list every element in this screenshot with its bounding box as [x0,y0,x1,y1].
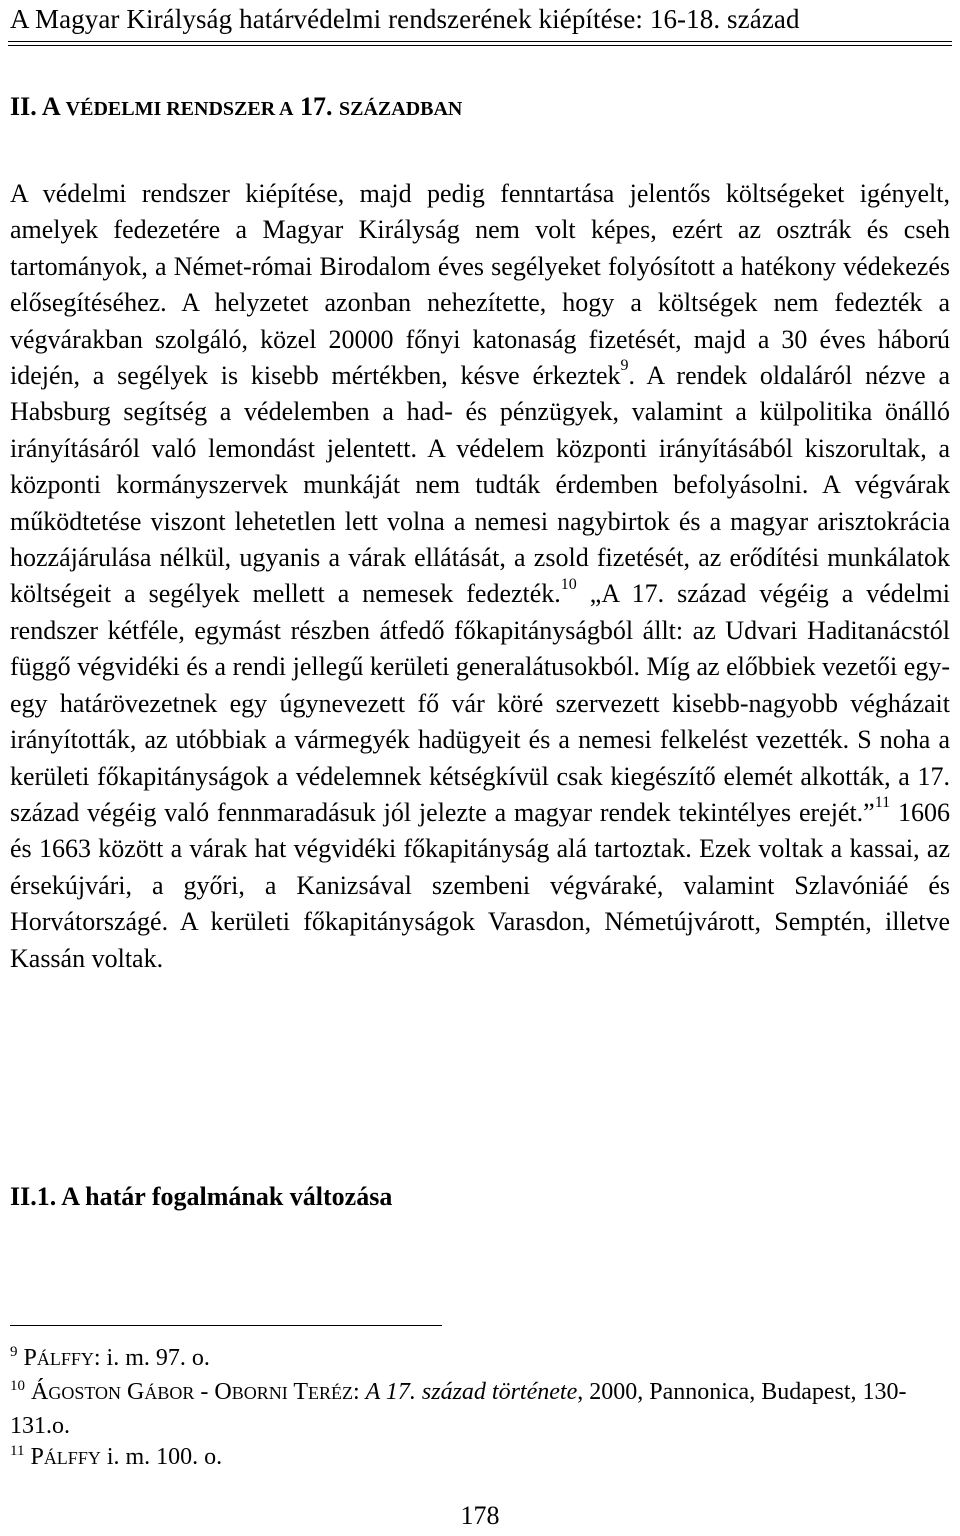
header-rule [8,41,952,42]
footnote-book-title: A 17. század története [365,1379,578,1405]
footnote-author-rest: ÁLFFY [43,1448,101,1468]
footnote-text: : i. m. 97. o. [93,1345,210,1371]
footnote-11 [10,1442,950,1476]
footnote-number: 10 [10,1378,25,1394]
body-segment-4: 1606 és 1663 között a várak hat végvidéki főkapitányság alá tartoztak. Ezek voltak a kassai, az érsekújvári, a győri, a Kanizsával szembeni végváraké, valamint Szlavóniáé és Horvátországé. A kerületi főkapitányságok Varasdon, Németújvárott, Semptén, illetve Kassán voltak. [10,797,950,973]
footnote-separator-dash: - [194,1379,215,1405]
section-title-text-1: A [41,92,66,121]
footnote-ref-10[interactable]: 10 [560,575,577,593]
footnote-author-initial: O [214,1379,232,1405]
footnote-author-initial: P [23,1345,37,1371]
footnote-ref-11[interactable]: 11 [874,794,891,812]
footnote-9 [10,1343,950,1377]
page-number: 178 [460,1501,500,1530]
footnotes [10,1343,950,1476]
body-segment-3: „A 17. század végéig a védelmi rendszer kétféle, egymást részben átfedő főkapitányságból állt: az Udvari Haditanácstól függő végvidéki és a rendi jellegű kerületi generalátusokból. Míg az előbbiek vezetői egy-egy határövezetnek egy úgynevezett fő vár köré szervezett kisebb-nagyobb végházait irányították, az utóbbiak a vármegyék hadügyeit és a nemesi felkelést vezették. S noha a kerületi főkapitányságok a védelemnek kétségkívül csak kiegészítő elemét alkották, a 17. század végéig való fennmaradásuk jól jelezte a magyar rendek tekintélyes erejét.” [10,579,950,827]
footnote-separator [10,1325,442,1326]
footnote-author-initial: G [127,1379,145,1405]
footnote-number: 9 [10,1344,18,1360]
section-number: II. [10,92,37,121]
footnote-author-rest: GOSTON [48,1383,122,1403]
section-title [10,91,462,125]
footnote-author-rest: ÁLFFY [36,1349,94,1369]
body-segment-1: A védelmi rendszer kiépítése, majd pedig fenntartása jelentős költségeket igényelt, amelyek fedezetére a Magyar Királyság nem volt képes, ezért az osztrák és cseh tartományok, a Német-római Birodalom éves segélyeket folyósított a hatékony védekezés elősegítéséhez. A helyzetet azonban nehezítette, hogy a költségek nem fedezték a végvárakban szolgáló, közel 20000 főnyi katonaság fizetését, majd a 30 éves háború idején, a segélyek is kisebb mértékben, késve érkeztek [10,179,950,391]
footnote-author-initial: T [293,1379,308,1405]
footnote-text: i. m. 100. o. [100,1444,223,1470]
footnote-author-rest: BORNI [231,1383,288,1403]
section-title-smallcaps-1: VÉDELMI RENDSZER A [65,98,294,120]
footnote-author-rest: ÁBOR [144,1383,195,1403]
footnote-author-initial: P [30,1444,44,1470]
footnote-author-rest: ERÉZ [308,1383,353,1403]
body-paragraph [10,176,950,977]
section-title-smallcaps-2: SZÁZADBAN [339,98,463,120]
footnote-text: , 2000, Pannonica, Budapest, 130-131.o. [10,1379,907,1439]
footnote-author-initial: Á [31,1379,49,1405]
subsection-title: II.1. A határ fogalmának változása [10,1182,393,1211]
running-header: A Magyar Királyság határvédelmi rendszerének kiépítése: 16-18. század [10,4,800,34]
footnote-10 [10,1377,950,1442]
footnote-colon: : [353,1379,366,1405]
header-rule-thin [8,45,952,46]
section-title-number: 17. [293,92,339,121]
footnote-ref-9[interactable]: 9 [620,357,629,375]
body-text [10,176,950,977]
body-segment-2: . A rendek oldaláról nézve a Habsburg segítség a védelemben a had- és pénzügyek, valamint a külpolitika önálló irányításáról való lemondást jelentett. A védelem központi irányításából kiszorultak, a központi kormányszervek munkáját nem tudták érdemben befolyásolni. A végvárak működtetése viszont lehetetlen lett volna a nemesi nagybirtok és a magyar arisztokrácia hozzájárulása nélkül, ugyanis a várak ellátását, a zsold fizetését, az erődítési munkálatok költségeit a segélyek mellett a nemesek fedezték. [10,361,951,609]
footnote-number: 11 [10,1443,25,1459]
